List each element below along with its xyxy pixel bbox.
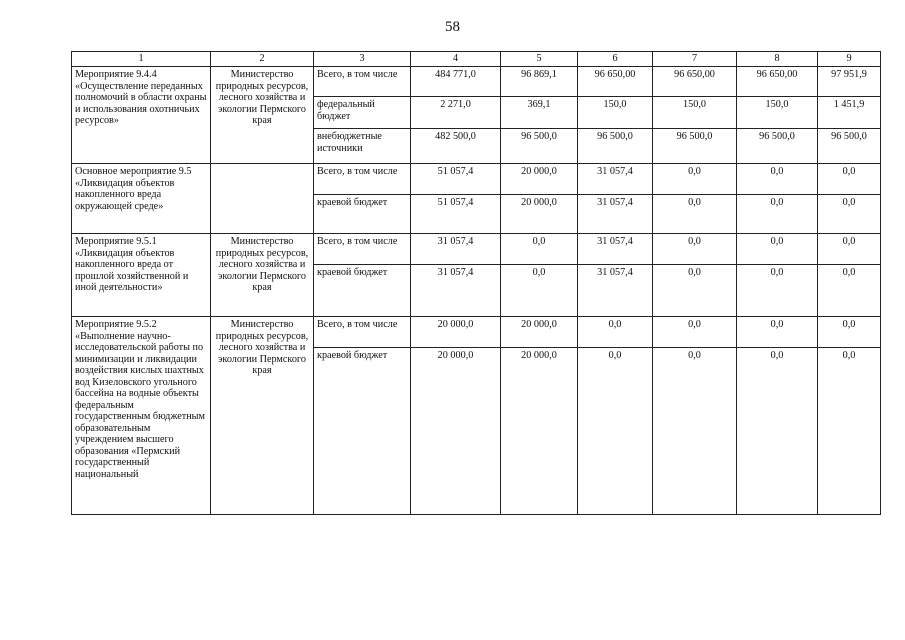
amount-cell: 96 500,0 bbox=[818, 129, 881, 164]
amount-cell: 150,0 bbox=[737, 97, 818, 129]
amount-cell: 0,0 bbox=[818, 164, 881, 195]
column-header: 5 bbox=[501, 52, 578, 67]
amount-cell: 20 000,0 bbox=[501, 195, 578, 234]
funding-source-cell: Всего, в том числе bbox=[314, 67, 411, 97]
amount-cell: 51 057,4 bbox=[411, 164, 501, 195]
funding-source-cell: Всего, в том числе bbox=[314, 317, 411, 348]
amount-cell: 0,0 bbox=[818, 317, 881, 348]
amount-cell: 96 650,00 bbox=[737, 67, 818, 97]
amount-cell: 0,0 bbox=[653, 195, 737, 234]
funding-source-cell: краевой бюджет bbox=[314, 265, 411, 317]
table-row bbox=[72, 234, 881, 265]
amount-cell: 96 869,1 bbox=[501, 67, 578, 97]
amount-cell: 369,1 bbox=[501, 97, 578, 129]
organization-cell bbox=[211, 164, 314, 234]
amount-cell: 31 057,4 bbox=[578, 265, 653, 317]
amount-cell: 31 057,4 bbox=[411, 265, 501, 317]
measure-name-cell: Мероприятие 9.5.1 «Ликвидация объектов накопленного вреда от прошлой хозяйственной и иной деятельности» bbox=[72, 234, 211, 317]
amount-cell: 0,0 bbox=[818, 265, 881, 317]
amount-cell: 150,0 bbox=[653, 97, 737, 129]
amount-cell: 20 000,0 bbox=[411, 317, 501, 348]
amount-cell: 51 057,4 bbox=[411, 195, 501, 234]
amount-cell: 2 271,0 bbox=[411, 97, 501, 129]
funding-source-cell: Всего, в том числе bbox=[314, 234, 411, 265]
amount-cell: 31 057,4 bbox=[578, 234, 653, 265]
amount-cell: 0,0 bbox=[653, 164, 737, 195]
amount-cell: 0,0 bbox=[501, 234, 578, 265]
amount-cell: 20 000,0 bbox=[501, 164, 578, 195]
amount-cell: 96 650,00 bbox=[653, 67, 737, 97]
measure-name-cell: Мероприятие 9.4.4 «Осуществление переданных полномочий в области охраны и использования охотничьих ресурсов» bbox=[72, 67, 211, 164]
measure-name-cell: Мероприятие 9.5.2 «Выполнение научно-исследовательской работы по минимизации и ликвидации воздействия кислых шахтных вод Кизеловского угольного бассейна на водные объекты федеральным государственным бюджетным образовательным учреждением высшего образования «Пермский государственный национальный bbox=[72, 317, 211, 515]
amount-cell: 0,0 bbox=[818, 195, 881, 234]
amount-cell: 0,0 bbox=[737, 317, 818, 348]
table-row bbox=[72, 317, 881, 348]
amount-cell: 0,0 bbox=[653, 348, 737, 515]
amount-cell: 31 057,4 bbox=[411, 234, 501, 265]
amount-cell: 96 650,00 bbox=[578, 67, 653, 97]
funding-source-cell: Всего, в том числе bbox=[314, 164, 411, 195]
organization-cell: Министерство природных ресурсов, лесного хозяйства и экологии Пермского края bbox=[211, 67, 314, 164]
measure-name-cell: Основное мероприятие 9.5 «Ликвидация объектов накопленного вреда окружающей среде» bbox=[72, 164, 211, 234]
page-number: 58 bbox=[445, 19, 460, 35]
amount-cell: 31 057,4 bbox=[578, 164, 653, 195]
funding-source-cell: краевой бюджет bbox=[314, 195, 411, 234]
table-row bbox=[72, 67, 881, 97]
column-header: 4 bbox=[411, 52, 501, 67]
amount-cell: 20 000,0 bbox=[501, 348, 578, 515]
amount-cell: 0,0 bbox=[818, 234, 881, 265]
amount-cell: 1 451,9 bbox=[818, 97, 881, 129]
amount-cell: 20 000,0 bbox=[501, 317, 578, 348]
column-header: 2 bbox=[211, 52, 314, 67]
funding-source-cell: внебюджетные источники bbox=[314, 129, 411, 164]
amount-cell: 96 500,0 bbox=[578, 129, 653, 164]
column-header: 6 bbox=[578, 52, 653, 67]
column-header: 3 bbox=[314, 52, 411, 67]
amount-cell: 0,0 bbox=[501, 265, 578, 317]
amount-cell: 0,0 bbox=[653, 265, 737, 317]
amount-cell: 20 000,0 bbox=[411, 348, 501, 515]
table-row bbox=[72, 164, 881, 195]
amount-cell: 150,0 bbox=[578, 97, 653, 129]
amount-cell: 96 500,0 bbox=[737, 129, 818, 164]
organization-cell: Министерство природных ресурсов, лесного хозяйства и экологии Пермского края bbox=[211, 234, 314, 317]
table-body bbox=[72, 52, 881, 515]
funding-source-cell: краевой бюджет bbox=[314, 348, 411, 515]
amount-cell: 0,0 bbox=[578, 348, 653, 515]
amount-cell: 97 951,9 bbox=[818, 67, 881, 97]
column-header: 8 bbox=[737, 52, 818, 67]
amount-cell: 96 500,0 bbox=[501, 129, 578, 164]
amount-cell: 0,0 bbox=[737, 234, 818, 265]
amount-cell: 0,0 bbox=[737, 195, 818, 234]
amount-cell: 0,0 bbox=[653, 317, 737, 348]
amount-cell: 0,0 bbox=[653, 234, 737, 265]
amount-cell: 482 500,0 bbox=[411, 129, 501, 164]
column-header: 1 bbox=[72, 52, 211, 67]
column-header: 7 bbox=[653, 52, 737, 67]
amount-cell: 0,0 bbox=[737, 265, 818, 317]
amount-cell: 0,0 bbox=[578, 317, 653, 348]
amount-cell: 484 771,0 bbox=[411, 67, 501, 97]
budget-table bbox=[71, 51, 881, 515]
amount-cell: 0,0 bbox=[818, 348, 881, 515]
header-row bbox=[72, 52, 881, 67]
amount-cell: 31 057,4 bbox=[578, 195, 653, 234]
amount-cell: 96 500,0 bbox=[653, 129, 737, 164]
amount-cell: 0,0 bbox=[737, 348, 818, 515]
funding-source-cell: федеральный бюджет bbox=[314, 97, 411, 129]
column-header: 9 bbox=[818, 52, 881, 67]
amount-cell: 0,0 bbox=[737, 164, 818, 195]
organization-cell: Министерство природных ресурсов, лесного хозяйства и экологии Пермского края bbox=[211, 317, 314, 515]
